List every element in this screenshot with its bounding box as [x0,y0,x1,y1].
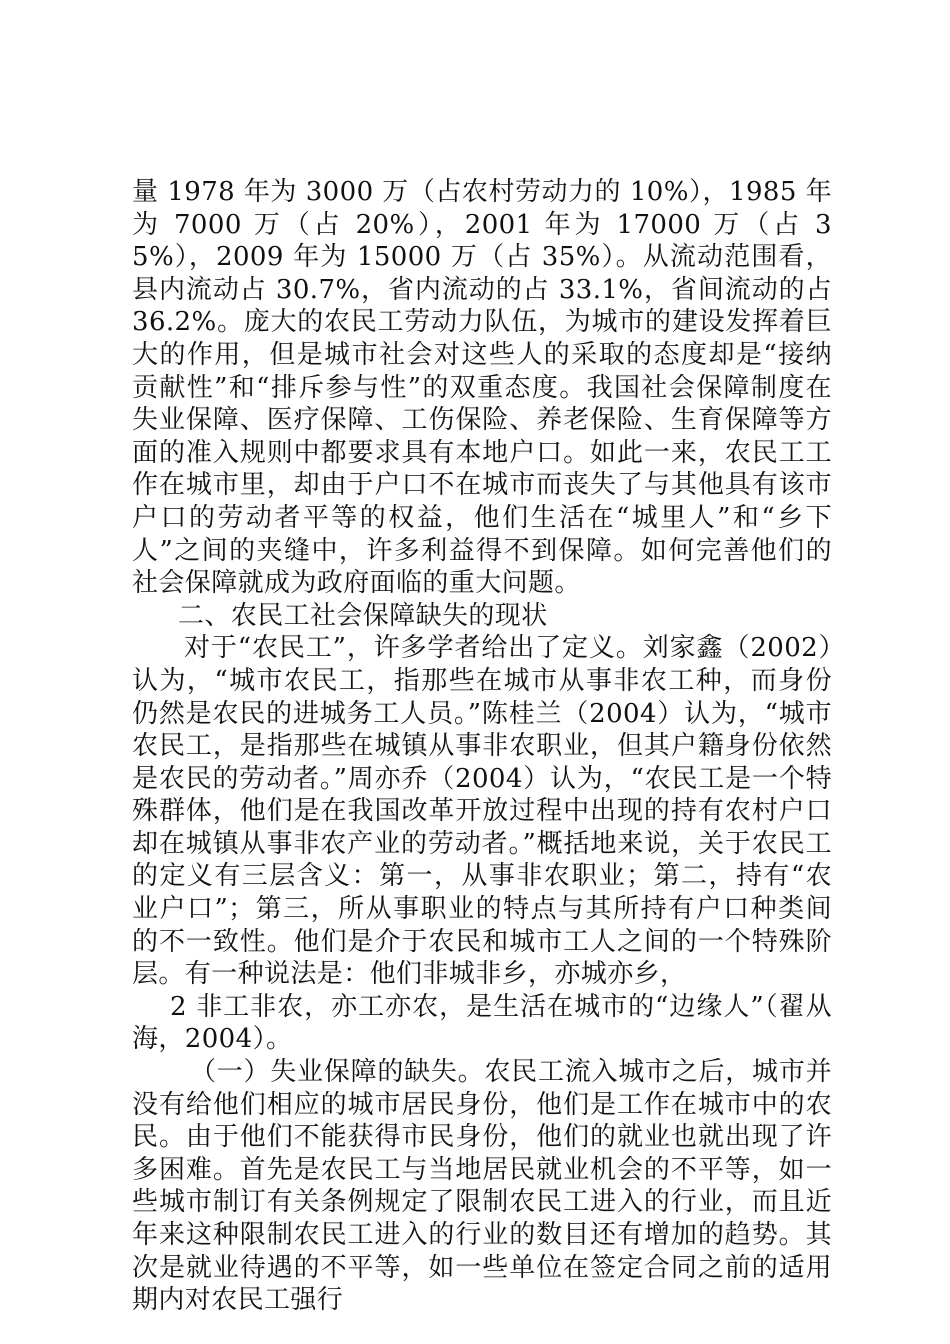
paragraph-definition: 对于“农民工”，许多学者给出了定义。刘家鑫（2002）认为，“城市农民工，指那些在城市从事非农工种，而身份仍然是农民的进城务工人员。”陈桂兰（2004）认为，“城市农民工，是指那些在城镇从事非农职业，但其户籍身份依然是农民的劳动者。”周亦乔（2004）认为，“农民工是一个特殊群体，他们是在我国改革开放过程中出现的持有农村户口却在城镇从事非农产业的劳动者。”概括地来说，关于农民工的定义有三层含义：第一，从事非农职业；第二，持有“农业户口”；第三，所从事职业的特点与其所持有户口种类间的不一致性。他们是介于农民和城市工人之间的一个特殊阶层。有一种说法是：他们非城非乡，亦城亦乡， [132,633,832,990]
paragraph-unemployment-insurance: （一）失业保障的缺失。农民工流入城市之后，城市并没有给他们相应的城市居民身份，他们是工作在城市中的农民。由于他们不能获得市民身份，他们的就业也就出现了许多困难。首先是农民工与当地居民就业机会的不平等，如一些城市制订有关条例规定了限制农民工进入的行业，而且近年来这种限制农民工进入的行业的数目还有增加的趋势。其次是就业待遇的不平等，如一些单位在签定合同之前的适用期内对农民工强行 [132,1057,832,1316]
body-text [132,176,832,1317]
paragraph-marginal-people: 2 非工非农，亦工亦农，是生活在城市的“边缘人”（翟从海，2004）。 [132,991,832,1055]
section-heading: 二、农民工社会保障缺失的现状 [178,600,548,631]
paragraph-migrant-labor-statistics: 量 1978 年为 3000 万（占农村劳动力的 10%），1985 年为 7000 万（占 20%），2001 年为 17000 万（占 35%），2009 年为 15000 万（占 35%）。从流动范围看，县内流动占 30.7%，省内流动的占 33.1%，省间流动的占 36.2%。庞大的农民工劳动力队伍，为城市的建设发挥着巨大的作用，但是城市社会对这些人的采取的态度却是“接纳贡献性”和“排斥参与性”的双重态度。我国社会保障制度在失业保障、医疗保障、工伤保险、养老保险、生育保障等方面的准入规则中都要求具有本地户口。如此一来，农民工工作在城市里，却由于户口不在城市而丧失了与其他具有该市户口的劳动者平等的权益，他们生活在“城里人”和“乡下人”之间的夹缝中，许多利益得不到保障。如何完善他们的社会保障就成为政府面临的重大问题。 [132,177,832,599]
